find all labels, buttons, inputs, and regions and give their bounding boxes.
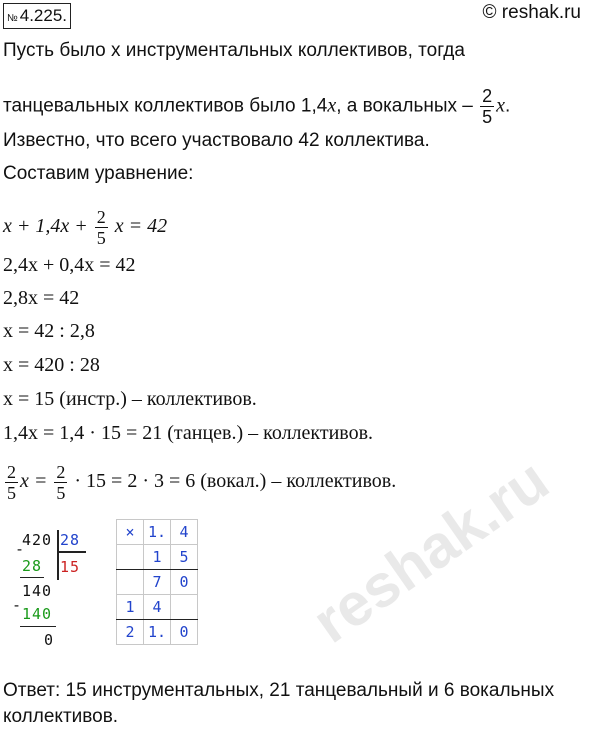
frac-num: 2	[482, 86, 493, 106]
frac-den: 5	[482, 107, 493, 127]
text-line-1: Пусть было x инструментальных коллективов, тогда	[3, 40, 465, 61]
quotient: 15	[60, 558, 81, 576]
grid-cell: 4	[171, 520, 198, 545]
problem-number: 4.225.	[19, 6, 67, 25]
eq8-b: · 15 = 2 · 3 = 6 (вокал.) – коллективов.	[74, 470, 397, 493]
var-x: x	[327, 94, 337, 117]
equation-7: 1,4x = 1,4 · 15 = 21 (танцев.) – коллективов.	[3, 422, 374, 444]
divisor-underline	[58, 551, 86, 553]
var-x: x	[496, 94, 506, 117]
grid-cell: 1.	[144, 620, 171, 645]
answer-line-1: Ответ: 15 инструментальных, 21 танцевальный и 6 вокальных	[3, 680, 555, 701]
division-line-1	[20, 577, 44, 578]
fraction-two-fifths	[95, 207, 108, 248]
equation-6: x = 15 (инстр.) – коллективов.	[3, 388, 257, 410]
fraction-two-fifths	[5, 462, 18, 503]
fraction-two-fifths	[54, 462, 67, 503]
frac-den: 5	[7, 483, 16, 503]
minus-sign-2: -	[12, 596, 23, 614]
minus-sign-1: -	[15, 540, 26, 558]
dividend: 420	[22, 531, 53, 549]
frac-num: 2	[7, 462, 16, 482]
grid-cell	[171, 595, 198, 620]
grid-cell: 5	[171, 545, 198, 570]
grid-cell: 1	[117, 595, 144, 620]
equation-2: 2,4x + 0,4x = 42	[3, 254, 136, 276]
watermark: reshak.ru	[300, 445, 561, 656]
grid-cell	[117, 570, 144, 595]
site-credit[interactable]: © reshak.ru	[482, 2, 581, 23]
text-line-2-b: , а вокальных –	[336, 95, 473, 117]
text-line-4: Составим уравнение:	[3, 163, 194, 184]
text-line-3: Известно, что всего участвовало 42 коллектива.	[3, 130, 430, 151]
grid-cell: ×	[117, 520, 144, 545]
problem-number-badge	[3, 3, 71, 29]
text-line-2-a: танцевальных коллективов было 1,4	[3, 95, 328, 117]
eq1-a: x + 1,4x +	[3, 215, 88, 238]
subtrahend-2: 140	[22, 605, 53, 623]
remainder-2: 0	[44, 631, 55, 649]
number-sign: №	[7, 13, 18, 24]
frac-num: 2	[56, 462, 66, 482]
remainder-1: 140	[22, 582, 53, 600]
multiplication-grid	[116, 519, 198, 645]
grid-row	[117, 595, 198, 620]
frac-den: 5	[56, 483, 66, 503]
eq8-a: x =	[20, 470, 48, 493]
text-line-2: танцевальных коллективов было 1,4x, а вокальных – $\frac{2}{5}$ x.	[3, 86, 511, 127]
grid-cell: 0	[171, 570, 198, 595]
grid-cell: 0	[171, 620, 198, 645]
equation-3: 2,8x = 42	[3, 287, 80, 309]
grid-cell: 1	[144, 545, 171, 570]
equation-8	[3, 462, 396, 503]
grid-row	[117, 570, 198, 595]
fraction-two-fifths	[480, 86, 494, 127]
grid-row	[117, 520, 198, 545]
subtrahend-1: 28	[22, 557, 43, 575]
grid-row	[117, 545, 198, 570]
equation-5: x = 420 : 28	[3, 354, 100, 376]
division-vertical-bar	[57, 530, 59, 580]
eq1-b: x = 42	[114, 215, 168, 238]
grid-cell: 2	[117, 620, 144, 645]
equation-4: x = 42 : 2,8	[3, 320, 95, 342]
grid-cell: 4	[144, 595, 171, 620]
frac-den: 5	[96, 228, 106, 248]
answer-line-2: коллективов.	[3, 706, 119, 727]
grid-row	[117, 620, 198, 645]
divisor: 28	[60, 531, 81, 549]
grid-cell	[117, 545, 144, 570]
frac-num: 2	[96, 207, 106, 227]
grid-cell: 7	[144, 570, 171, 595]
division-line-2	[20, 626, 56, 627]
grid-cell: 1.	[144, 520, 171, 545]
equation-1	[3, 207, 167, 248]
